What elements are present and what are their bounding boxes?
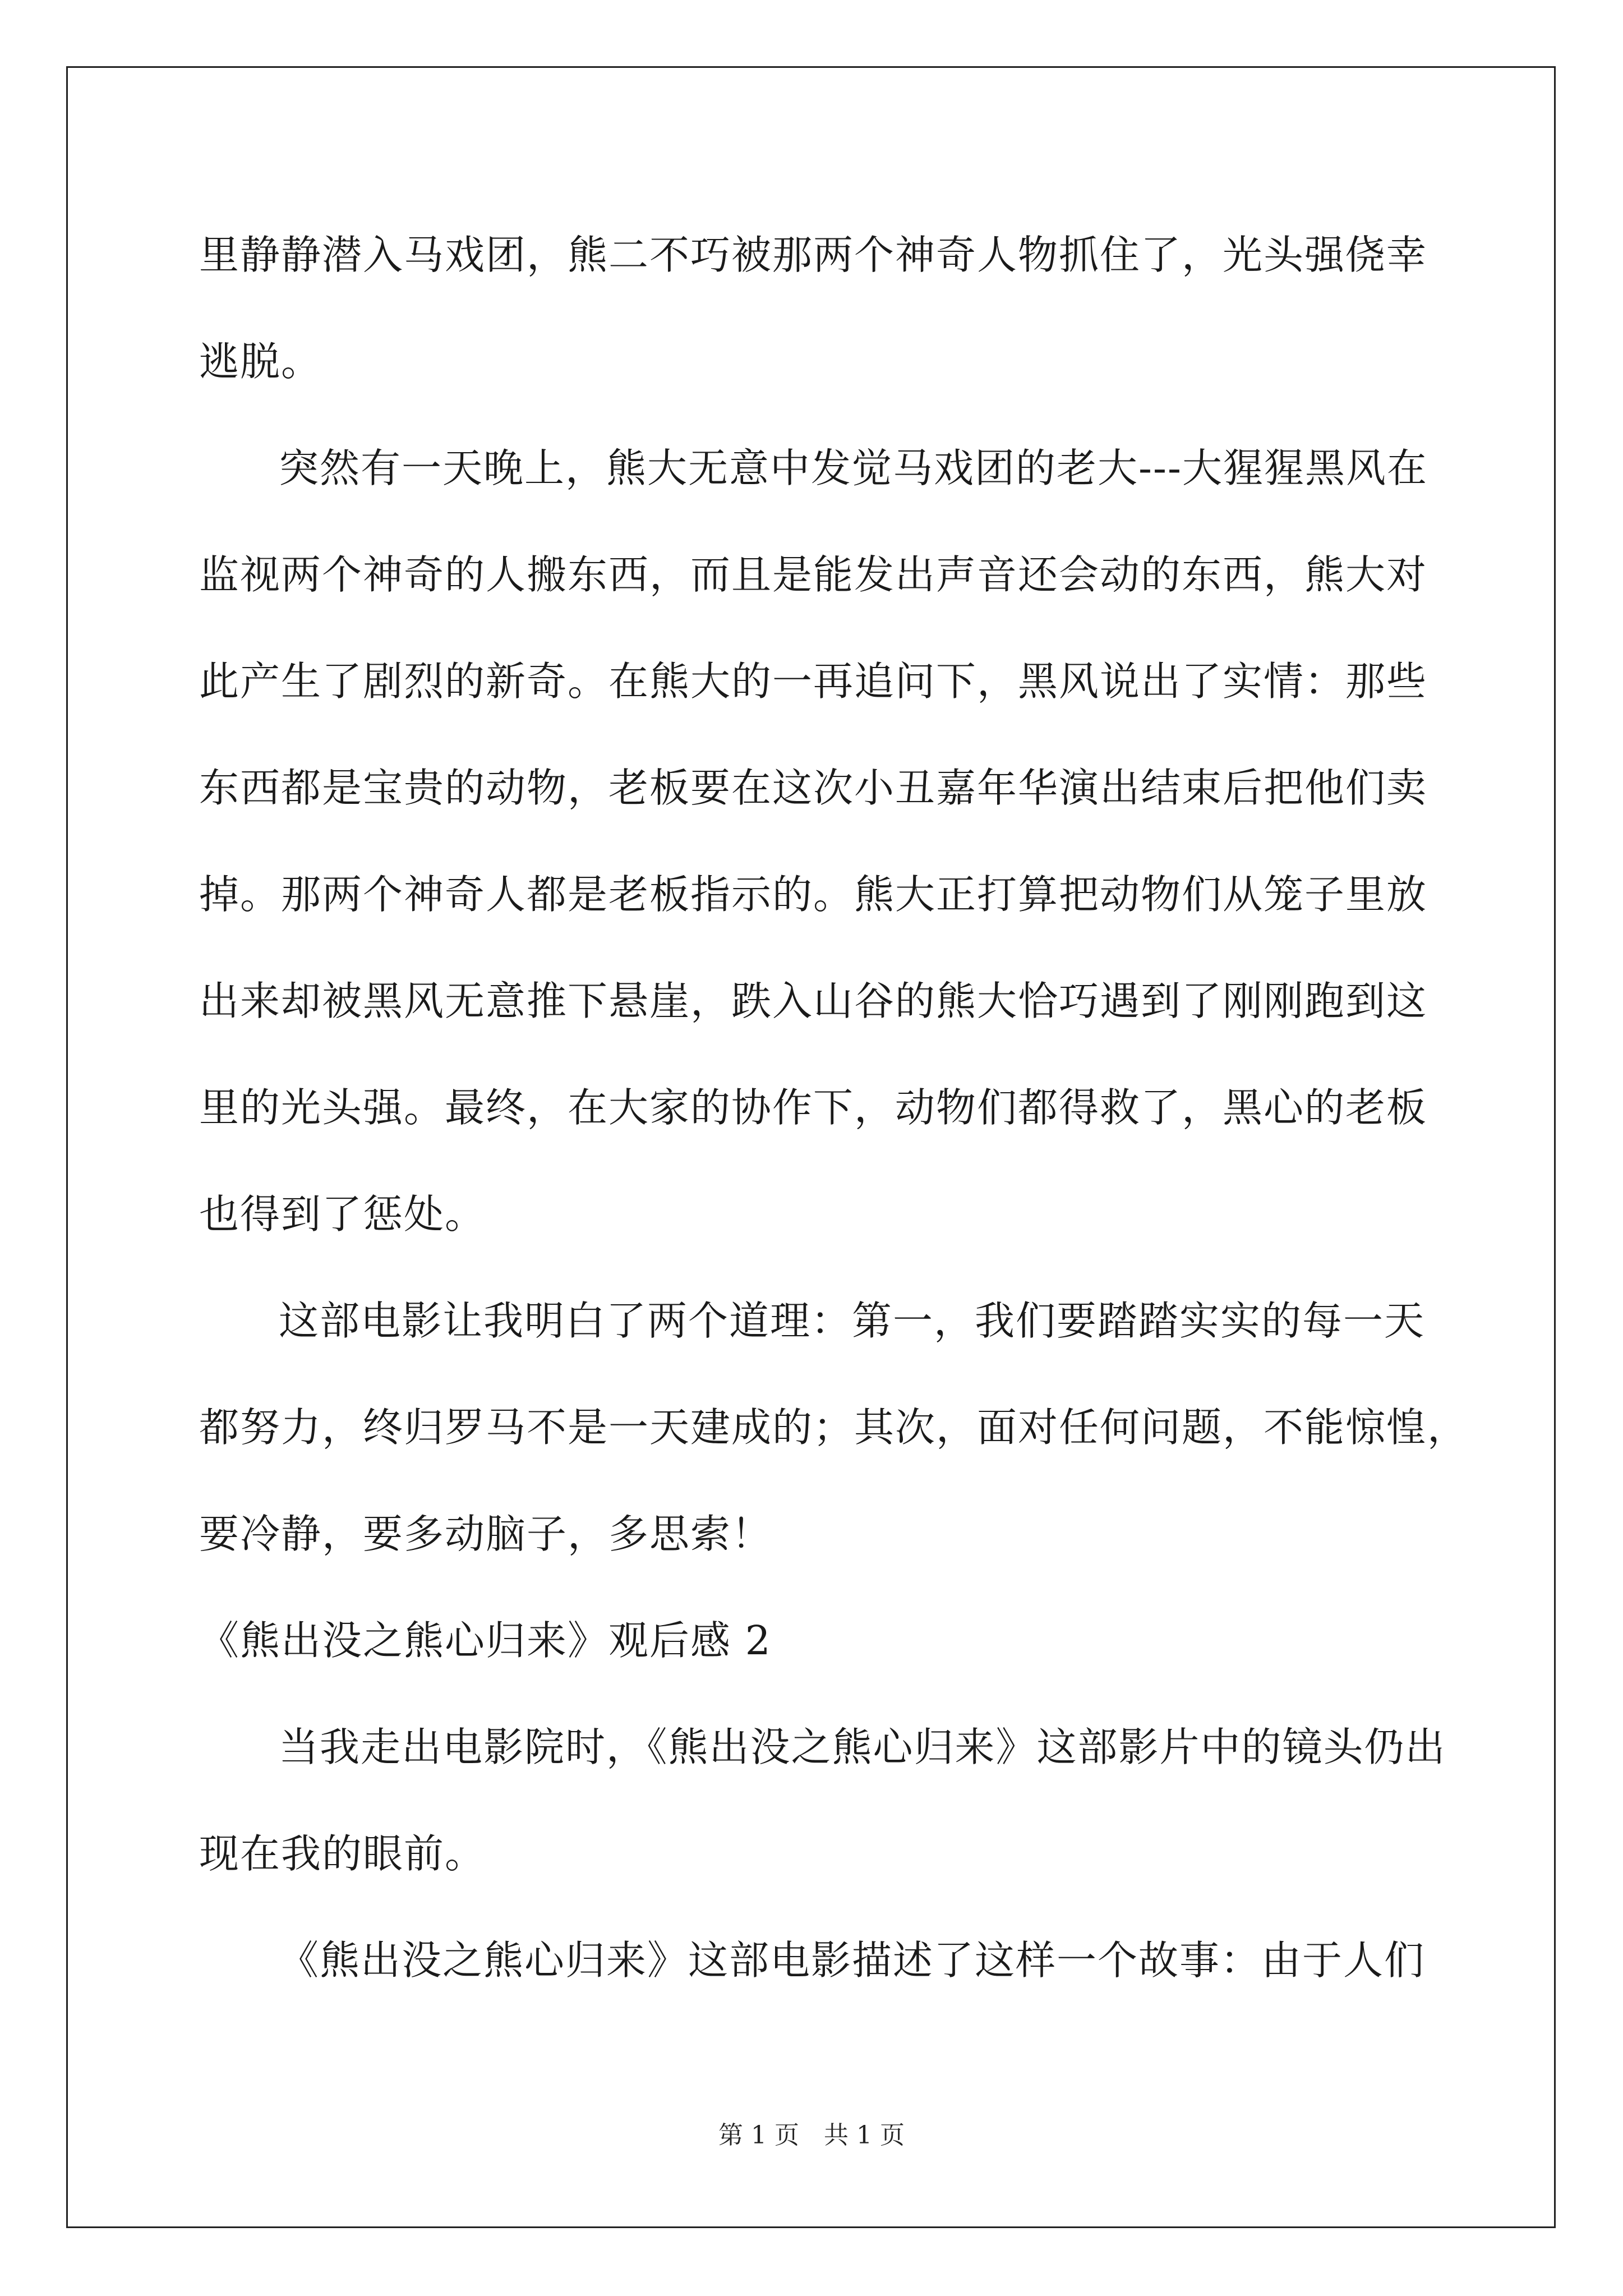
document-body <box>199 202 1469 2014</box>
text-line: 此产生了剧烈的新奇。在熊大的一再追问下，黑风说出了实情：那些 <box>199 658 1428 705</box>
text-line: 当我走出电影院时，《熊出没之熊心归来》这部影片中的镜头仍出 <box>279 1724 1446 1770</box>
text-line: 也得到了惩处。 <box>199 1191 486 1237</box>
text-line: 逃脱。 <box>199 338 322 385</box>
text-line: 出来却被黑风无意推下悬崖，跌入山谷的熊大恰巧遇到了刚刚跑到这 <box>199 978 1428 1024</box>
text-line: 要冷静，要多动脑子，多思索！ <box>199 1511 773 1557</box>
text-line: 掉。那两个神奇人都是老板指示的。熊大正打算把动物们从笼子里放 <box>199 871 1428 918</box>
text-line: 里的光头强。最终，在大家的协作下，动物们都得救了，黑心的老板 <box>199 1084 1428 1131</box>
text-line: 现在我的眼前。 <box>199 1830 486 1877</box>
text-line: 东西都是宝贵的动物，老板要在这次小丑嘉年华演出结束后把他们卖 <box>199 765 1428 811</box>
text-line: 里静静潜入马戏团，熊二不巧被那两个神奇人物抓住了，光头强侥幸 <box>199 232 1428 278</box>
text-line: 这部电影让我明白了两个道理：第一，我们要踏踏实实的每一天 <box>279 1297 1426 1344</box>
section-heading: 《熊出没之熊心归来》观后感 2 <box>199 1617 772 1664</box>
text-line: 《熊出没之熊心归来》这部电影描述了这样一个故事：由于人们 <box>279 1937 1426 1984</box>
text-line: 突然有一天晚上，熊大无意中发觉马戏团的老大---大猩猩黑风在 <box>279 445 1428 491</box>
text-line: 都努力，终归罗马不是一天建成的；其次，面对任何问题，不能惊惶， <box>199 1404 1469 1451</box>
text-line: 监视两个神奇的人搬东西，而且是能发出声音还会动的东西，熊大对 <box>199 551 1428 598</box>
page-footer: 第 1 页 共 1 页 <box>718 2121 905 2150</box>
